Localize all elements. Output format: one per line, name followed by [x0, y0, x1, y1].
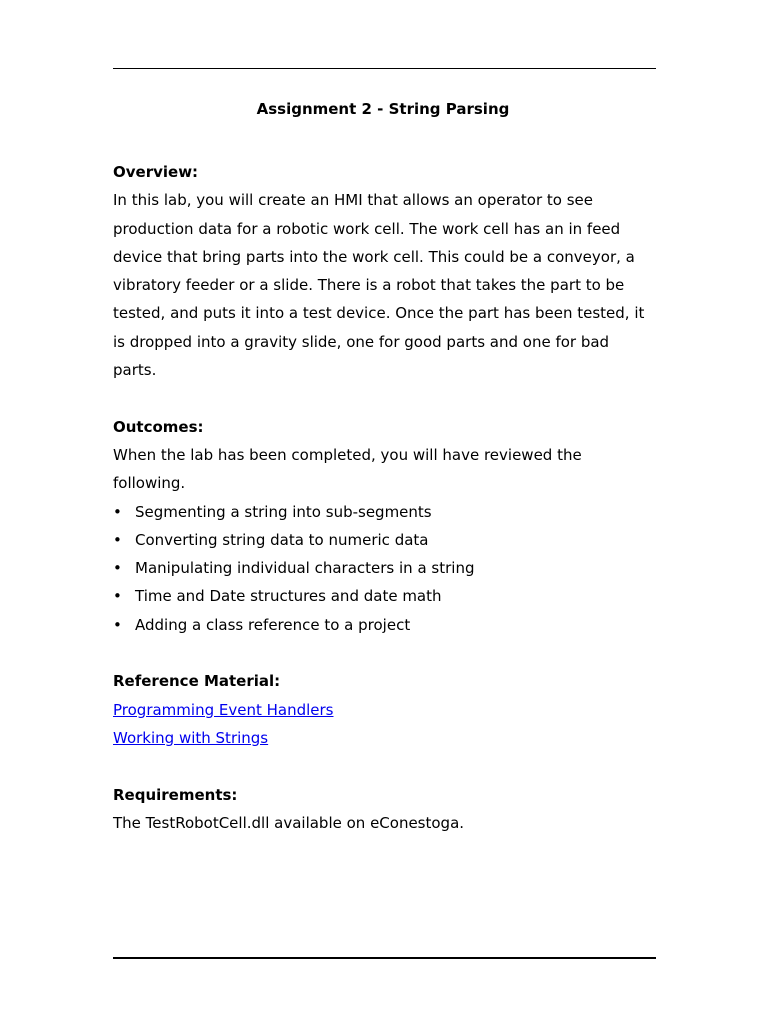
list-item-text: Time and Date structures and date math — [135, 587, 442, 606]
overview-paragraph — [113, 186, 658, 384]
reference-heading: Reference Material: — [113, 672, 281, 691]
page-title: Assignment 2 - String Parsing — [256, 100, 510, 118]
list-item — [113, 582, 658, 610]
outcomes-list — [113, 498, 658, 639]
bullet-icon: • — [113, 559, 122, 578]
spacer — [113, 752, 658, 780]
reference-link-row — [113, 696, 658, 724]
list-item-text: Manipulating individual characters in a string — [135, 559, 475, 578]
bullet-icon: • — [113, 587, 122, 606]
outcomes-intro-line: When the lab has been completed, you will have reviewed the — [113, 445, 582, 464]
outcomes-heading: Outcomes: — [113, 417, 204, 436]
overview-line: tested, and puts it into a test device. Once the part has been tested, it — [113, 304, 645, 323]
requirements-text: The TestRobotCell.dll available on eConestoga. — [113, 813, 465, 832]
link-programming-event-handlers[interactable]: Programming Event Handlers — [113, 700, 334, 719]
list-item-text: Adding a class reference to a project — [135, 615, 411, 634]
list-item — [113, 526, 658, 554]
spacer — [113, 639, 658, 667]
requirements-heading: Requirements: — [113, 785, 238, 804]
overview-line: is dropped into a gravity slide, one for good parts and one for bad — [113, 332, 610, 351]
overview-line: production data for a robotic work cell. The work cell has an in feed — [113, 219, 621, 238]
bullet-icon: • — [113, 615, 122, 634]
reference-link-row — [113, 724, 658, 752]
list-item — [113, 554, 658, 582]
spacer — [113, 384, 658, 412]
list-item-text: Converting string data to numeric data — [135, 530, 429, 549]
footer-rule — [113, 957, 656, 959]
header-rule — [113, 68, 656, 69]
document-body — [113, 158, 658, 837]
outcomes-intro-line: following. — [113, 474, 186, 493]
list-item — [113, 498, 658, 526]
bullet-icon: • — [113, 502, 122, 521]
overview-line: vibratory feeder or a slide. There is a robot that takes the part to be — [113, 276, 625, 295]
bullet-icon: • — [113, 530, 122, 549]
overview-line: In this lab, you will create an HMI that allows an operator to see — [113, 191, 594, 210]
list-item-text: Segmenting a string into sub-segments — [135, 502, 432, 521]
overview-heading: Overview: — [113, 163, 199, 181]
overview-line: parts. — [113, 361, 157, 380]
overview-line: device that bring parts into the work cell. This could be a conveyor, a — [113, 247, 635, 266]
link-working-with-strings[interactable]: Working with Strings — [113, 728, 269, 747]
list-item — [113, 611, 658, 639]
